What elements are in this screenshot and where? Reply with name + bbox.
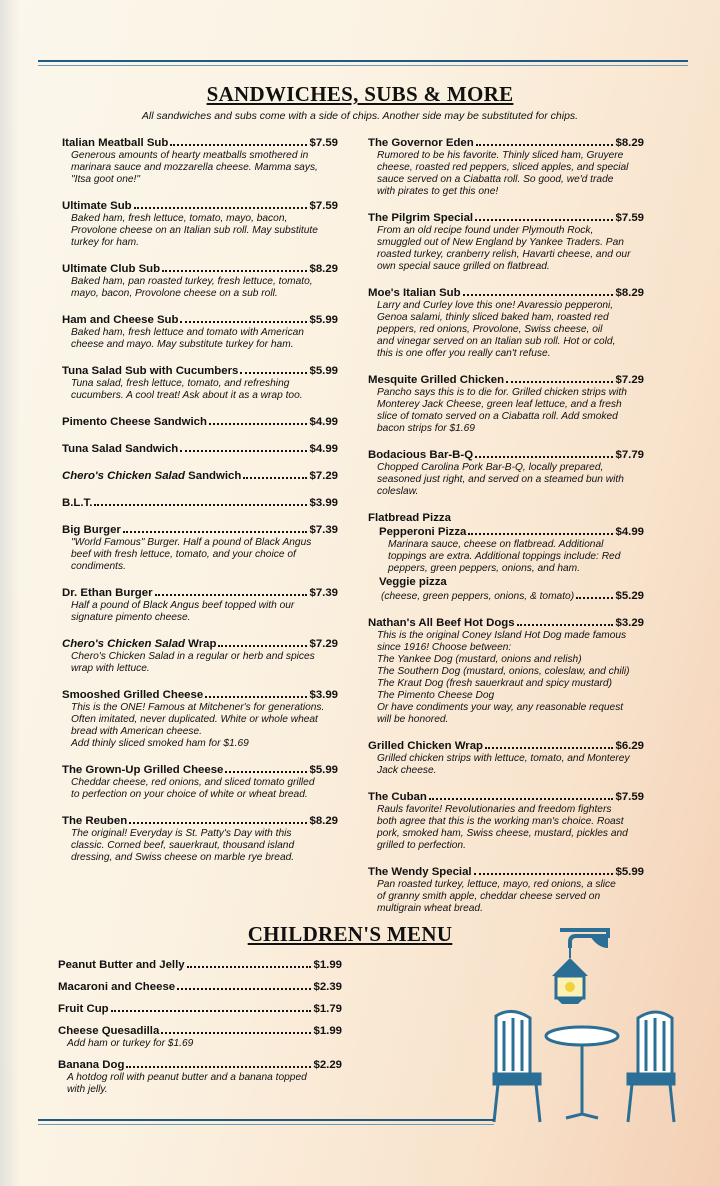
description-line: both agree that this is the working man's choice. Roast [377, 816, 624, 827]
description-line: to perfection on your choice of white or wheat bread. [71, 789, 308, 800]
menu-item-price: $4.99 [615, 526, 644, 538]
menu-item [368, 211, 644, 273]
menu-item-line [62, 442, 338, 456]
menu-item-name-italic: Chero's Chicken Salad [62, 638, 185, 650]
description-line: Add ham or turkey for $1.69 [67, 1038, 194, 1049]
children-title: CHILDREN'S MENU [247, 922, 453, 946]
menu-item [62, 637, 338, 675]
menu-item-name: Ultimate Sub [62, 200, 132, 212]
menu-item [62, 469, 338, 483]
description-line: cucumbers. A cool treat! Ask about it as a wrap too. [71, 390, 303, 401]
menu-item-description [377, 225, 644, 273]
menu-item [368, 739, 644, 777]
menu-item-line [58, 1002, 342, 1016]
sandwiches-right-column [368, 136, 644, 928]
dot-leader [126, 1066, 311, 1068]
menu-item-description [71, 537, 338, 573]
menu-item-name: Dr. Ethan Burger [62, 587, 153, 599]
menu-item-line [62, 496, 338, 510]
menu-item [62, 496, 338, 510]
menu-item-name: Fruit Cup [58, 1003, 109, 1015]
menu-item-name: The Wendy Special [368, 866, 472, 878]
menu-item-price: $1.99 [313, 959, 342, 971]
menu-item-price: $3.99 [309, 689, 338, 701]
menu-item-description [377, 150, 644, 198]
menu-item [62, 136, 338, 186]
flatbread-heading [368, 511, 644, 525]
menu-item-line [62, 415, 338, 429]
menu-item-name: Banana Dog [58, 1059, 125, 1071]
sandwiches-note: All sandwiches and subs come with a side of chips. Another side may be substituted for chips. [141, 110, 579, 122]
menu-item-description [71, 777, 338, 801]
menu-item-line [62, 586, 338, 600]
menu-item-name: Pepperoni Pizza [379, 526, 467, 538]
menu-item-description [388, 539, 644, 575]
menu-item [62, 586, 338, 624]
dot-leader [475, 456, 613, 458]
description-line: Baked ham, pan roasted turkey, fresh lettuce, tomato, [71, 276, 313, 287]
description-line: marinara sauce and mozzarella cheese. Mamma says, [71, 162, 318, 173]
menu-item-line [62, 469, 338, 483]
menu-item-name: The Cuban [368, 791, 427, 803]
description-line: The original! Everyday is St. Patty's Day with this [71, 828, 292, 839]
menu-item [58, 980, 342, 994]
children-column [58, 958, 342, 1104]
menu-item-price: $7.39 [309, 587, 338, 599]
menu-item-description [67, 1038, 342, 1050]
dot-leader [161, 1032, 311, 1034]
dot-leader [180, 450, 307, 452]
menu-item-name: The Reuben [62, 815, 128, 827]
description-line: "Itsa goot one!" [71, 174, 140, 185]
menu-item-price: $1.99 [313, 1025, 342, 1037]
description-line: Pan roasted turkey, lettuce, mayo, red onions, a slice [377, 879, 616, 890]
dot-leader [225, 771, 307, 773]
menu-item-description [71, 378, 338, 402]
description-line: Or have condiments your way, any reasonable request [377, 702, 624, 713]
description-line: sauce served on a Ciabatta roll. So good, we'd trade [377, 174, 614, 185]
dot-leader [240, 372, 307, 374]
description-line: Grilled chicken strips with lettuce, tomato, and Monterey [377, 753, 630, 764]
description-line: cheese and mayo. May substitute turkey for ham. [71, 339, 294, 350]
menu-item-name: Moe's Italian Sub [368, 287, 461, 299]
dot-leader [129, 822, 307, 824]
description-line: wrap with lettuce. [71, 663, 150, 674]
menu-item-price: $5.29 [615, 590, 644, 602]
description-line: "World Famous" Burger. Half a pound of Black Angus [71, 537, 312, 548]
dot-leader [187, 966, 312, 968]
dot-leader [177, 988, 311, 990]
menu-item [62, 763, 338, 801]
menu-item-description [71, 702, 338, 750]
description-line: Cheddar cheese, red onions, and sliced tomato grilled [71, 777, 315, 788]
menu-item-name: The Grown-Up Grilled Cheese [62, 764, 224, 776]
description-line: coleslaw. [377, 486, 419, 497]
menu-item-price: $5.99 [309, 764, 338, 776]
menu-item-name: B.L.T. [62, 497, 93, 509]
menu-item [379, 525, 644, 575]
description-line: cheese, roasted red peppers, sliced apples, and special [377, 162, 629, 173]
dot-leader [155, 594, 308, 596]
description-line: and vinegar served on an Italian sub roll. Hot or cold, [377, 336, 616, 347]
menu-item-price: $4.99 [309, 416, 338, 428]
description-line: toppings are extra. Additional toppings include: Red [388, 551, 621, 562]
menu-item-line [368, 448, 644, 462]
menu-item [62, 262, 338, 300]
menu-item-description [71, 327, 338, 351]
menu-item-price: $8.29 [309, 263, 338, 275]
menu-item-price: $8.29 [309, 815, 338, 827]
description-line: grilled to perfection. [377, 840, 466, 851]
description-line: signature pimento cheese. [71, 612, 191, 623]
dot-leader [468, 533, 613, 535]
dot-leader [485, 747, 613, 749]
description-line: since 1916! Choose between: [377, 642, 512, 653]
description-line: The Southern Dog (mustard, onions, coleslaw, and chili) [377, 666, 630, 677]
description-line: A hotdog roll with peanut butter and a banana topped [67, 1072, 307, 1083]
menu-item-line [62, 523, 338, 537]
menu-item-price: $8.29 [615, 137, 644, 149]
menu-item-line [62, 313, 338, 327]
menu-item-description [377, 879, 644, 915]
description-line: this is one offer you really can't refuse. [377, 348, 551, 359]
page-edge [0, 0, 20, 1186]
description-line: From an old recipe found under Plymouth Rock, [377, 225, 594, 236]
menu-item-line [368, 616, 644, 630]
menu-item-description [377, 387, 644, 435]
menu-item-price: $5.99 [309, 314, 338, 326]
description-line: Often imitated, never duplicated. White or whole wheat [71, 714, 318, 725]
dot-leader [474, 873, 614, 875]
dot-leader [209, 423, 308, 425]
description-line: peppers, green peppers, onions, and ham. [388, 563, 580, 574]
description-line: This is the ONE! Famous at Mitchener's for generations. [71, 702, 325, 713]
dot-leader [517, 624, 614, 626]
description-line: Genoa salami, thinly sliced baked ham, roasted red [377, 312, 609, 323]
menu-item-price: $5.99 [309, 365, 338, 377]
menu-item-name: Smooshed Grilled Cheese [62, 689, 204, 701]
menu-item-line [62, 262, 338, 276]
menu-item-price: $3.29 [615, 617, 644, 629]
description-line: Provolone cheese on an Italian sub roll. May substitute [71, 225, 318, 236]
menu-item-line [62, 199, 338, 213]
menu-item-description [377, 804, 644, 852]
bottom-divider [38, 1119, 494, 1121]
dot-leader [205, 696, 307, 698]
description-line: The Pimento Cheese Dog [377, 690, 495, 701]
description-line: Chopped Carolina Pork Bar-B-Q, locally prepared, [377, 462, 604, 473]
menu-item-description [71, 213, 338, 249]
description-line: pork, smoked ham, Swiss cheese, mustard, pickles and [377, 828, 628, 839]
veggie-pizza-line [379, 589, 644, 603]
menu-item-line [379, 525, 644, 539]
menu-item [368, 790, 644, 852]
description-line: roasted turkey, cranberry relish, Havarti cheese, and our [377, 249, 631, 260]
menu-item-line [368, 373, 644, 387]
description-line: classic. Corned beef, sauerkraut, thousand island [71, 840, 295, 851]
top-divider-thin [38, 65, 688, 66]
description-line: Monterey Jack Cheese, green leaf lettuce, and a fresh [377, 399, 622, 410]
menu-item [368, 448, 644, 498]
description-line: with jelly. [67, 1084, 108, 1095]
menu-item-line [368, 136, 644, 150]
menu-item [62, 814, 338, 864]
menu-item-line [368, 211, 644, 225]
description-line: with pirates to get this one! [377, 186, 499, 197]
dot-leader [476, 144, 614, 146]
dot-leader [94, 504, 307, 506]
veggie-pizza-name [379, 575, 644, 589]
dot-leader [123, 531, 308, 533]
menu-item-name: Tuna Salad Sandwich [62, 443, 179, 455]
menu-item-price: $2.39 [313, 981, 342, 993]
menu-item-line [368, 739, 644, 753]
description-line: Rumored to be his favorite. Thinly sliced ham, Gruyere [377, 150, 624, 161]
description-line: Rauls favorite! Revolutionaries and freedom fighters [377, 804, 612, 815]
menu-item-price: $7.59 [615, 791, 644, 803]
menu-item-description [71, 828, 338, 864]
menu-item [58, 1024, 342, 1050]
menu-item-name: Mesquite Grilled Chicken [368, 374, 505, 386]
description-line: peppers, red onions, Provolone, Swiss cheese, oil [377, 324, 603, 335]
menu-item-name: Cheese Quesadilla [58, 1025, 160, 1037]
dot-leader [111, 1010, 312, 1012]
menu-item-name-italic: Chero's Chicken Salad [62, 470, 185, 482]
menu-item-line [58, 958, 342, 972]
menu-item-description: (cheese, green peppers, onions, & tomato) [381, 591, 575, 602]
description-line: smuggled out of New England by Yankee Traders. Pan [377, 237, 624, 248]
menu-item-price: $2.29 [313, 1059, 342, 1071]
menu-item-line [62, 637, 338, 651]
menu-item-name: Peanut Butter and Jelly [58, 959, 185, 971]
dot-leader [429, 798, 614, 800]
description-line: Half a pound of Black Angus beef topped with our [71, 600, 295, 611]
menu-item-name: Veggie pizza [379, 576, 447, 588]
menu-item [62, 415, 338, 429]
menu-item-price: $7.29 [309, 638, 338, 650]
description-line: Jack cheese. [377, 765, 437, 776]
menu-item-name: Pimento Cheese Sandwich [62, 416, 207, 428]
menu-item-price: $7.59 [309, 200, 338, 212]
menu-item-name: Nathan's All Beef Hot Dogs [368, 617, 515, 629]
description-line: The Yankee Dog (mustard, onions and relish) [377, 654, 582, 665]
description-line: own special sauce grilled on flatbread. [377, 261, 550, 272]
description-line: Tuna salad, fresh lettuce, tomato, and refreshing [71, 378, 290, 389]
description-line: Baked ham, fresh lettuce and tomato with American [71, 327, 304, 338]
menu-item [62, 442, 338, 456]
description-line: Generous amounts of hearty meatballs smothered in [71, 150, 309, 161]
menu-item [62, 313, 338, 351]
dot-leader [463, 294, 614, 296]
dot-leader [170, 144, 307, 146]
menu-item-line [368, 865, 644, 879]
menu-item-line [62, 814, 338, 828]
description-line: Pancho says this is to die for. Grilled chicken strips with [377, 387, 627, 398]
description-line: seasoned just right, and served on a steamed bun with [377, 474, 624, 485]
dot-leader [243, 477, 307, 479]
menu-item-price: $7.29 [309, 470, 338, 482]
menu-item-line [62, 364, 338, 378]
menu-item-description [71, 600, 338, 624]
menu-item-description [71, 276, 338, 300]
menu-item-line [62, 136, 338, 150]
menu-item [368, 286, 644, 360]
menu-item-price: $1.79 [313, 1003, 342, 1015]
menu-item-description [67, 1072, 342, 1096]
description-line: will be honored. [377, 714, 449, 725]
menu-item-name: The Pilgrim Special [368, 212, 474, 224]
sandwiches-title: SANDWICHES, SUBS & MORE [206, 82, 514, 106]
description-line: mayo, bacon, Provolone cheese on a sub roll. [71, 288, 278, 299]
dot-leader [506, 381, 613, 383]
menu-item-description [377, 630, 644, 726]
menu-item [368, 136, 644, 198]
menu-item-name: The Governor Eden [368, 137, 474, 149]
menu-item-name: Grilled Chicken Wrap [368, 740, 483, 752]
bistro-illustration [490, 926, 680, 1126]
description-line: Larry and Curley love this one! Avaressio pepperoni, [377, 300, 614, 311]
menu-item-name: Bodacious Bar-B-Q [368, 449, 474, 461]
menu-item-description [377, 300, 644, 360]
dot-leader [218, 645, 307, 647]
dot-leader [180, 321, 307, 323]
bistro-table-icon [494, 1011, 674, 1122]
veggie-pizza [379, 575, 644, 603]
sandwiches-left-column [62, 136, 338, 877]
dot-leader [134, 207, 308, 209]
menu-item [62, 523, 338, 573]
menu-item-line [368, 790, 644, 804]
menu-item [368, 373, 644, 435]
menu-item-price: $6.29 [615, 740, 644, 752]
description-line: Chero's Chicken Salad in a regular or herb and spices [71, 651, 315, 662]
description-line: slice of tomato served on a Ciabatta roll. Add smoked [377, 411, 618, 422]
menu-item [62, 688, 338, 750]
menu-item [58, 1002, 342, 1016]
description-line: beef with fresh lettuce, tomato, and your choice of [71, 549, 296, 560]
menu-item-price: $7.59 [309, 137, 338, 149]
menu-item [58, 1058, 342, 1096]
description-line: dressing, and Swiss cheese on marble rye bread. [71, 852, 295, 863]
menu-item-line [62, 688, 338, 702]
description-line: Add thinly sliced smoked ham for $1.69 [71, 738, 249, 749]
menu-item-price: $3.99 [309, 497, 338, 509]
description-line: bacon strips for $1.69 [377, 423, 475, 434]
menu-item-name: Big Burger [62, 524, 121, 536]
description-line: bread with American cheese. [71, 726, 202, 737]
menu-item-description [377, 462, 644, 498]
menu-item-description [71, 150, 338, 186]
menu-item [62, 364, 338, 402]
menu-item [368, 616, 644, 726]
pepperoni-pizza [379, 525, 644, 575]
menu-item [62, 199, 338, 249]
hanging-lamp-icon [552, 930, 608, 1004]
menu-item-price: $7.39 [309, 524, 338, 536]
menu-item-name: Italian Meatball Sub [62, 137, 169, 149]
description-line: Marinara sauce, cheese on flatbread. Additional [388, 539, 604, 550]
description-line: This is the original Coney Island Hot Dog made famous [377, 630, 627, 641]
menu-item-name: Ultimate Club Sub [62, 263, 161, 275]
dot-leader [162, 270, 307, 272]
dot-leader [576, 597, 613, 599]
description-line: condiments. [71, 561, 126, 572]
menu-item-name: Ham and Cheese Sub [62, 314, 179, 326]
menu-item-name: Chero's Chicken Salad Sandwich [62, 470, 242, 482]
menu-item-line [58, 1058, 342, 1072]
menu-item [368, 865, 644, 915]
menu-item-price: $7.79 [615, 449, 644, 461]
menu-item-description [377, 753, 644, 777]
description-line: turkey for ham. [71, 237, 139, 248]
menu-item-name: Macaroni and Cheese [58, 981, 176, 993]
menu-item-price: $8.29 [615, 287, 644, 299]
menu-item-price: $4.99 [309, 443, 338, 455]
menu-item-price: $7.59 [615, 212, 644, 224]
menu-item-line [58, 1024, 342, 1038]
description-line: of granny smith apple, cheddar cheese served on [377, 891, 601, 902]
menu-item-line [58, 980, 342, 994]
menu-item-name: Chero's Chicken Salad Wrap [62, 638, 217, 650]
menu-item-price: $7.29 [615, 374, 644, 386]
bottom-divider-thin [38, 1124, 494, 1125]
description-line: Baked ham, fresh lettuce, tomato, mayo, bacon, [71, 213, 288, 224]
menu-item-price: $5.99 [615, 866, 644, 878]
menu-item-description [71, 651, 338, 675]
description-line: multigrain wheat bread. [377, 903, 483, 914]
menu-item-line [62, 763, 338, 777]
top-divider [38, 60, 688, 62]
menu-item-name: Tuna Salad Sub with Cucumbers [62, 365, 239, 377]
menu-item [58, 958, 342, 972]
dot-leader [475, 219, 613, 221]
flatbread-heading-label: Flatbread Pizza [368, 512, 451, 524]
description-line: The Kraut Dog (fresh sauerkraut and spicy mustard) [377, 678, 612, 689]
flatbread-section [368, 511, 644, 603]
menu-item-line [368, 286, 644, 300]
